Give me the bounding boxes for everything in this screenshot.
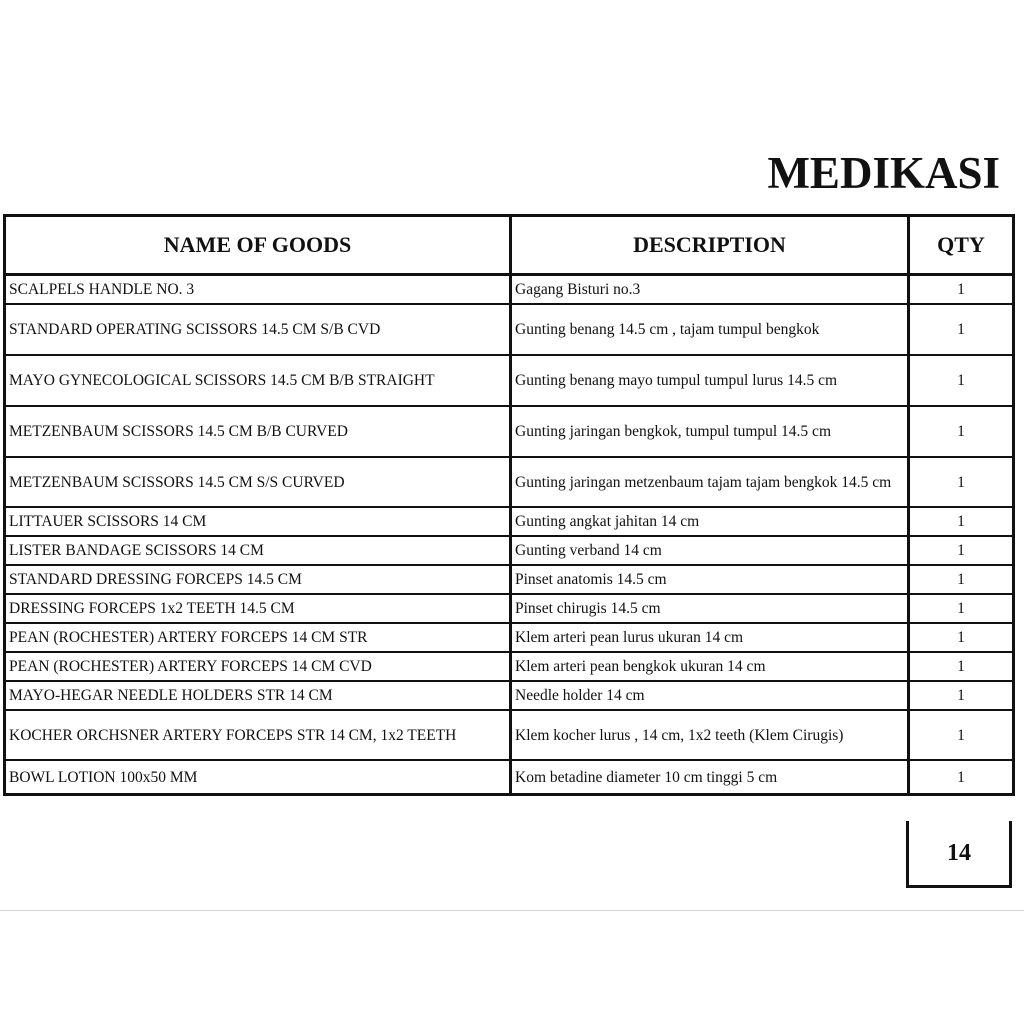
goods-description-cell: Gunting verband 14 cm	[511, 536, 909, 565]
goods-name-cell: MAYO GYNECOLOGICAL SCISSORS 14.5 CM B/B STRAIGHT	[5, 355, 511, 406]
page-divider	[0, 910, 1024, 911]
table-row	[5, 406, 1014, 457]
table-header-row	[5, 216, 1014, 275]
goods-description-cell: Gunting benang 14.5 cm , tajam tumpul bengkok	[511, 304, 909, 355]
goods-name-cell: METZENBAUM SCISSORS 14.5 CM B/B CURVED	[5, 406, 511, 457]
goods-qty-cell: 1	[909, 536, 1014, 565]
goods-description-cell: Klem kocher lurus , 14 cm, 1x2 teeth (Klem Cirugis)	[511, 710, 909, 760]
goods-qty-cell: 1	[909, 710, 1014, 760]
table-row	[5, 355, 1014, 406]
goods-description-cell: Gunting benang mayo tumpul tumpul lurus 14.5 cm	[511, 355, 909, 406]
goods-qty-cell: 1	[909, 565, 1014, 594]
total-qty-box	[906, 821, 1012, 888]
goods-name-cell: MAYO-HEGAR NEEDLE HOLDERS STR 14 CM	[5, 681, 511, 710]
table-row	[5, 623, 1014, 652]
goods-description-cell: Kom betadine diameter 10 cm tinggi 5 cm	[511, 760, 909, 795]
goods-description-cell: Klem arteri pean bengkok ukuran 14 cm	[511, 652, 909, 681]
goods-qty-cell: 1	[909, 507, 1014, 536]
goods-name-cell: BOWL LOTION 100x50 MM	[5, 760, 511, 795]
goods-name-cell: PEAN (ROCHESTER) ARTERY FORCEPS 14 CM STR	[5, 623, 511, 652]
goods-description-cell: Needle holder 14 cm	[511, 681, 909, 710]
goods-name-cell: KOCHER ORCHSNER ARTERY FORCEPS STR 14 CM, 1x2 TEETH	[5, 710, 511, 760]
goods-name-cell: SCALPELS HANDLE NO. 3	[5, 275, 511, 305]
table-row	[5, 275, 1014, 305]
table-row	[5, 681, 1014, 710]
table-row	[5, 507, 1014, 536]
goods-qty-cell: 1	[909, 355, 1014, 406]
goods-qty-cell: 1	[909, 681, 1014, 710]
table-row	[5, 760, 1014, 795]
goods-qty-cell: 1	[909, 623, 1014, 652]
goods-description-cell: Gagang Bisturi no.3	[511, 275, 909, 305]
goods-name-cell: PEAN (ROCHESTER) ARTERY FORCEPS 14 CM CVD	[5, 652, 511, 681]
goods-name-cell: DRESSING FORCEPS 1x2 TEETH 14.5 CM	[5, 594, 511, 623]
table-row	[5, 594, 1014, 623]
header-description: DESCRIPTION	[511, 216, 909, 275]
table-row	[5, 710, 1014, 760]
table-row	[5, 652, 1014, 681]
goods-qty-cell: 1	[909, 594, 1014, 623]
goods-qty-cell: 1	[909, 760, 1014, 795]
goods-table	[3, 214, 1015, 796]
goods-description-cell: Gunting angkat jahitan 14 cm	[511, 507, 909, 536]
goods-name-cell: METZENBAUM SCISSORS 14.5 CM S/S CURVED	[5, 457, 511, 507]
document-title: MEDIKASI	[767, 148, 1000, 198]
goods-qty-cell: 1	[909, 275, 1014, 305]
header-qty: QTY	[909, 216, 1014, 275]
table-row	[5, 536, 1014, 565]
goods-qty-cell: 1	[909, 457, 1014, 507]
table-row	[5, 304, 1014, 355]
table-row	[5, 565, 1014, 594]
goods-qty-cell: 1	[909, 304, 1014, 355]
table-row	[5, 457, 1014, 507]
goods-name-cell: STANDARD DRESSING FORCEPS 14.5 CM	[5, 565, 511, 594]
goods-description-cell: Pinset chirugis 14.5 cm	[511, 594, 909, 623]
goods-description-cell: Pinset anatomis 14.5 cm	[511, 565, 909, 594]
goods-name-cell: STANDARD OPERATING SCISSORS 14.5 CM S/B CVD	[5, 304, 511, 355]
total-qty-value: 14	[947, 839, 971, 866]
goods-description-cell: Gunting jaringan metzenbaum tajam tajam bengkok 14.5 cm	[511, 457, 909, 507]
goods-qty-cell: 1	[909, 652, 1014, 681]
goods-description-cell: Klem arteri pean lurus ukuran 14 cm	[511, 623, 909, 652]
goods-qty-cell: 1	[909, 406, 1014, 457]
goods-name-cell: LITTAUER SCISSORS 14 CM	[5, 507, 511, 536]
header-name-of-goods: NAME OF GOODS	[5, 216, 511, 275]
goods-description-cell: Gunting jaringan bengkok, tumpul tumpul 14.5 cm	[511, 406, 909, 457]
goods-name-cell: LISTER BANDAGE SCISSORS 14 CM	[5, 536, 511, 565]
